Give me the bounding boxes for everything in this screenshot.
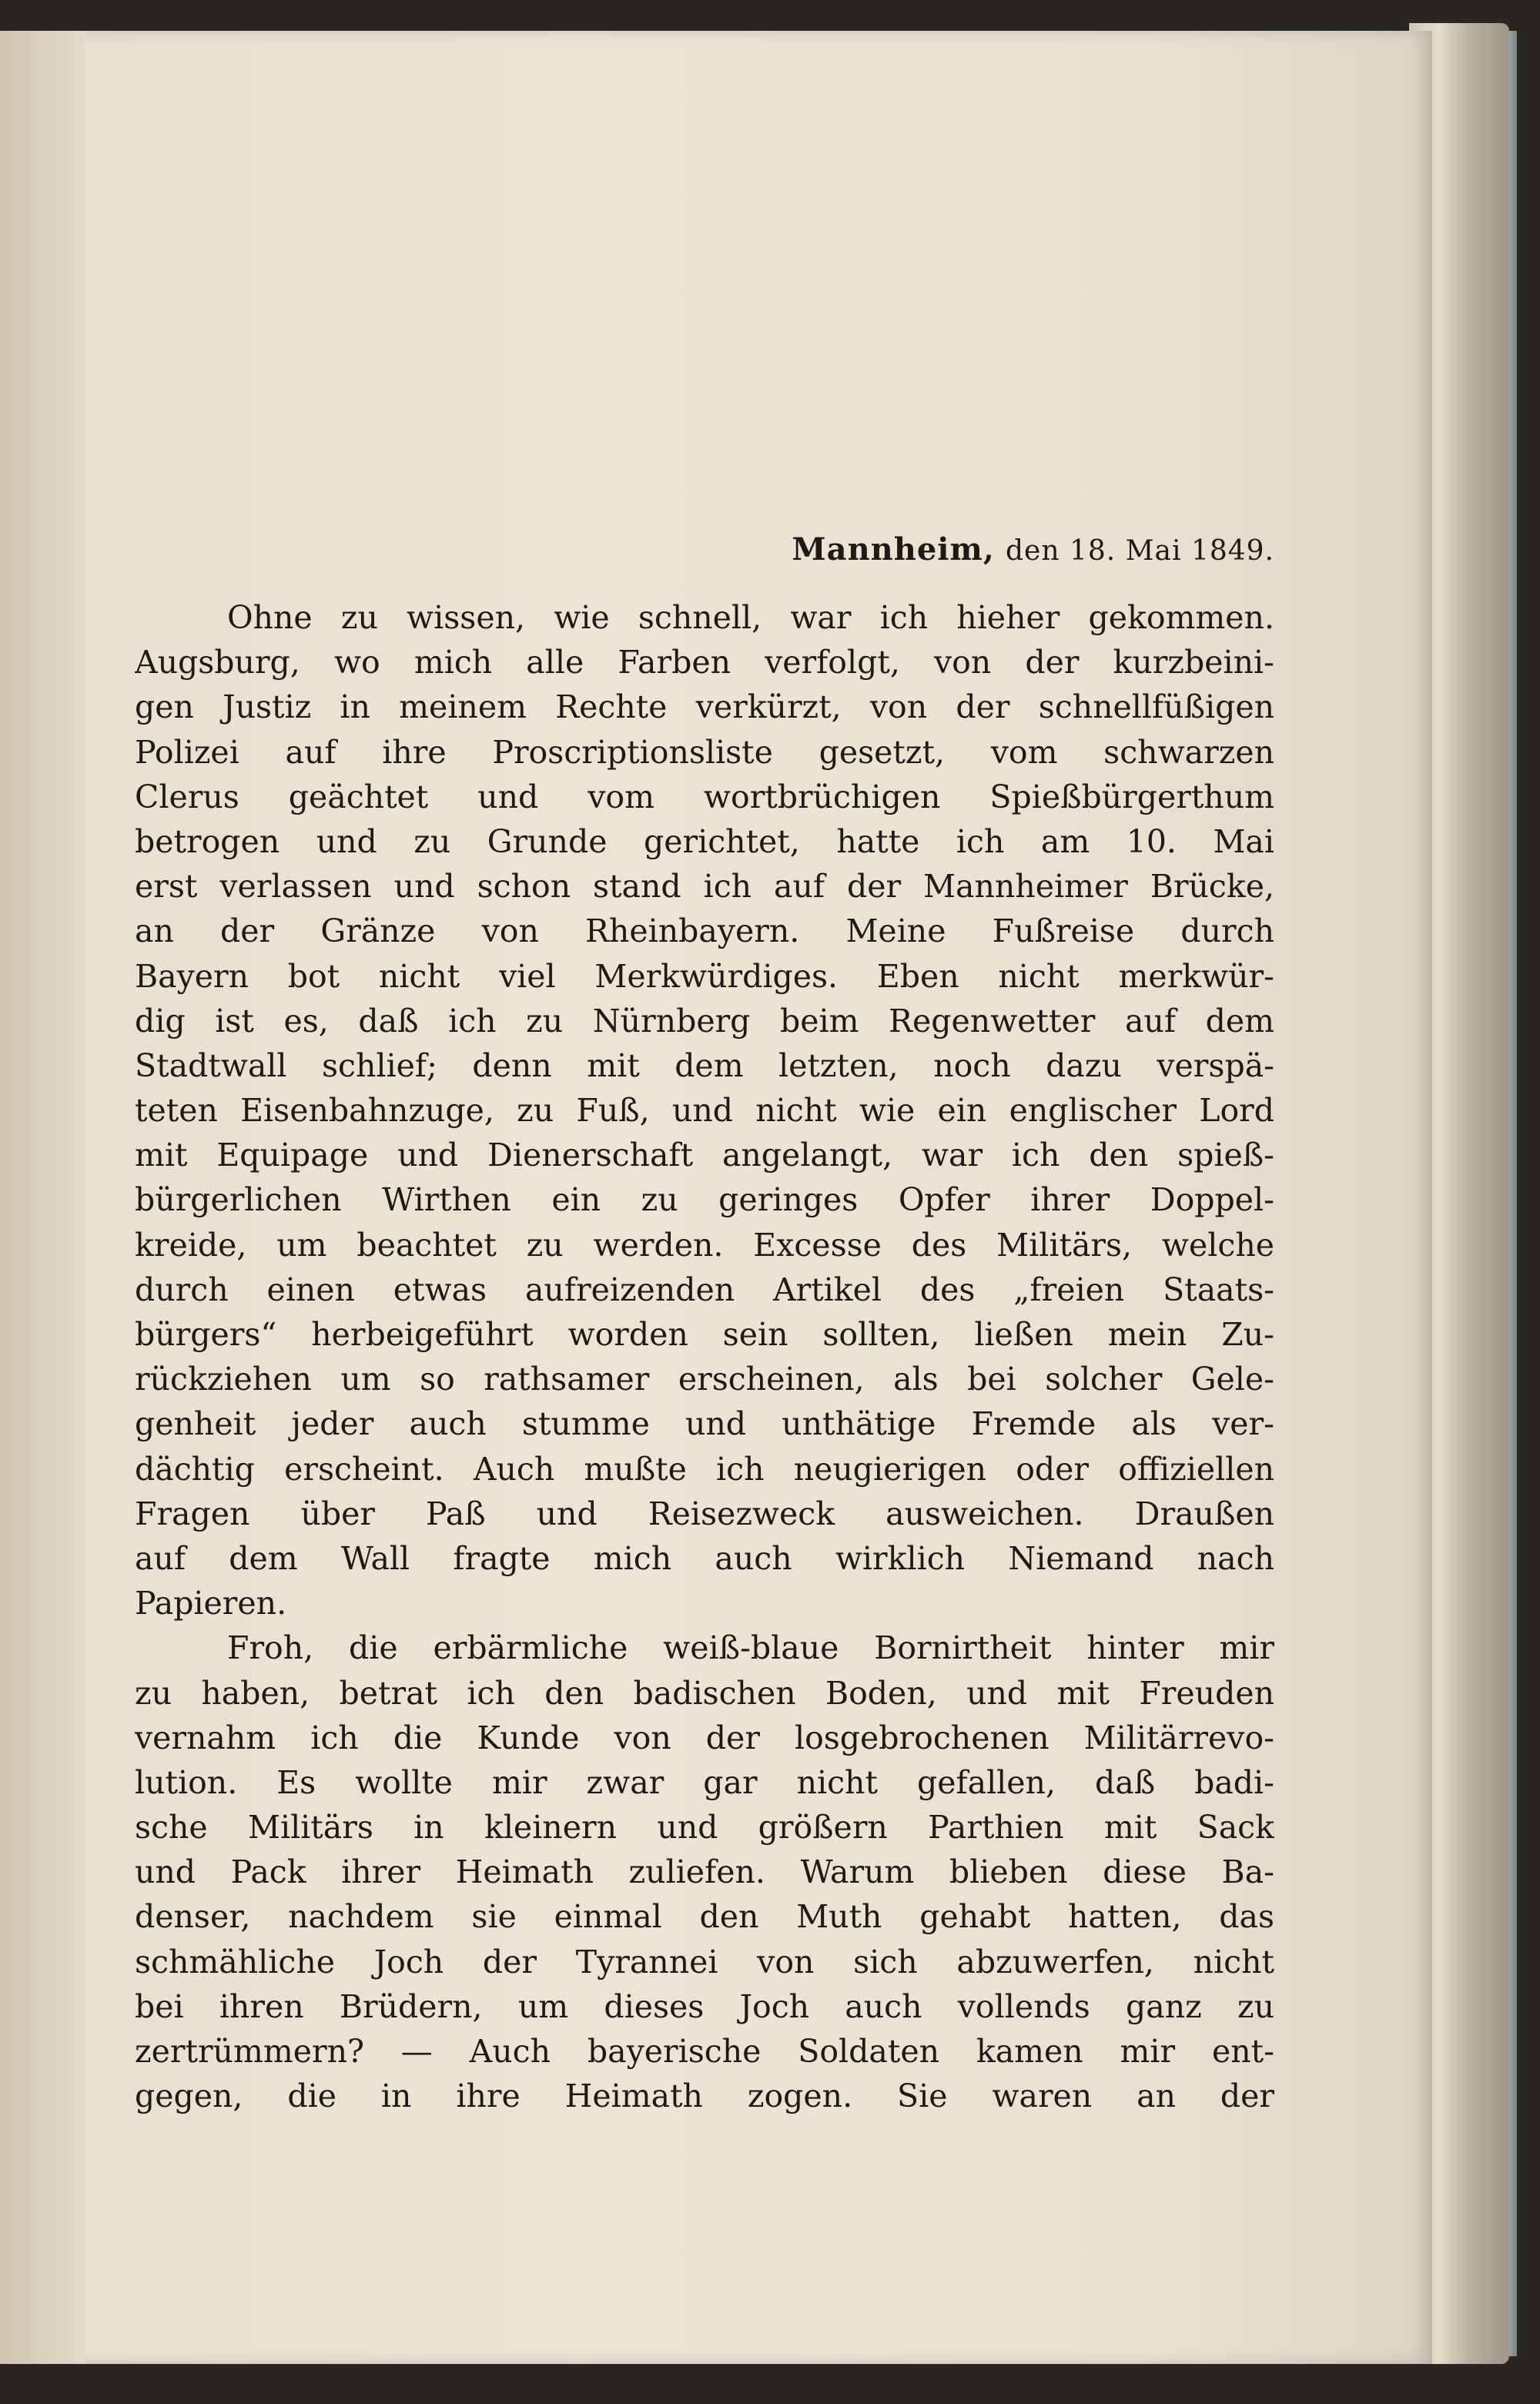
text-line: sche Militärs in kleinern und größern Parthien mit Sack <box>135 1809 1274 1847</box>
text-line: gegen, die in ihre Heimath zogen. Sie waren an der <box>135 2078 1274 2115</box>
text-line: und Pack ihrer Heimath zuliefen. Warum blieben diese Ba- <box>135 1853 1274 1891</box>
chapter-heading <box>135 531 1274 568</box>
page-gutter <box>0 31 85 2364</box>
text-line: Froh, die erbärmliche weiß-blaue Bornirtheit hinter mir <box>227 1629 1274 1667</box>
text-line: mit Equipage und Dienerschaft angelangt, war ich den spieß- <box>135 1137 1274 1174</box>
text-line: Fragen über Paß und Reisezweck ausweichen. Draußen <box>135 1495 1274 1532</box>
text-line: lution. Es wollte mir zwar gar nicht gefallen, daß badi- <box>135 1763 1274 1801</box>
text-line: Clerus geächtet und vom wortbrüchigen Spießbürgerthum <box>135 778 1274 815</box>
text-line: schmähliche Joch der Tyrannei von sich abzuwerfen, nicht <box>135 1943 1274 1980</box>
text-line: Stadtwall schlief; denn mit dem letzten, noch dazu verspä- <box>135 1046 1274 1084</box>
heading-place: Mannheim, <box>792 531 995 568</box>
text-line: denser, nachdem sie einmal den Muth gehabt hatten, das <box>135 1898 1274 1936</box>
text-line: an der Gränze von Rheinbayern. Meine Fußreise durch <box>135 912 1274 950</box>
text-line: erst verlassen und schon stand ich auf der Mannheimer Brücke, <box>135 868 1274 906</box>
text-line: gen Justiz in meinem Rechte verkürzt, von der schnellfüßigen <box>135 688 1274 726</box>
text-line: genheit jeder auch stumme und unthätige Fremde als ver- <box>135 1405 1274 1443</box>
text-line: dig ist es, daß ich zu Nürnberg beim Regenwetter auf dem <box>135 1002 1274 1040</box>
heading-date: den 18. Mai 1849. <box>1005 535 1274 567</box>
text-line: durch einen etwas aufreizenden Artikel des „freien Staats- <box>135 1271 1274 1308</box>
text-line: zu haben, betrat ich den badischen Boden, und mit Freuden <box>135 1674 1274 1712</box>
page-text <box>135 531 1274 2118</box>
text-line: Ohne zu wissen, wie schnell, war ich hieher gekommen. <box>227 599 1274 636</box>
text-line: bei ihren Brüdern, um dieses Joch auch vollends ganz zu <box>135 1987 1274 2025</box>
text-line: teten Eisenbahnzuge, zu Fuß, und nicht wie ein englischer Lord <box>135 1092 1274 1130</box>
text-line: betrogen und zu Grunde gerichtet, hatte ich am 10. Mai <box>135 822 1274 860</box>
text-line: kreide, um beachtet zu werden. Excesse des Militärs, welche <box>135 1226 1274 1264</box>
text-line: rückziehen um so rathsamer erscheinen, als bei solcher Gele- <box>135 1361 1274 1398</box>
text-line: bürgers“ herbeigeführt worden sein sollten, ließen mein Zu- <box>135 1316 1274 1353</box>
text-line: Polizei auf ihre Proscriptionsliste gesetzt, vom schwarzen <box>135 733 1274 771</box>
text-line: Augsburg, wo mich alle Farben verfolgt, von der kurzbeini- <box>135 644 1274 681</box>
text-line: vernahm ich die Kunde von der losgebrochenen Militärrevo- <box>135 1719 1274 1756</box>
text-line: dächtig erscheint. Auch mußte ich neugierigen oder offiziellen <box>135 1450 1274 1488</box>
text-line: auf dem Wall fragte mich auch wirklich Niemand nach <box>135 1539 1274 1577</box>
text-line: bürgerlichen Wirthen ein zu geringes Opfer ihrer Doppel- <box>135 1181 1274 1219</box>
text-line: zertrümmern? — Auch bayerische Soldaten kamen mir ent- <box>135 2033 1274 2070</box>
text-line: Papieren. <box>135 1585 287 1622</box>
text-line: Bayern bot nicht viel Merkwürdiges. Eben nicht merkwür- <box>135 957 1274 995</box>
